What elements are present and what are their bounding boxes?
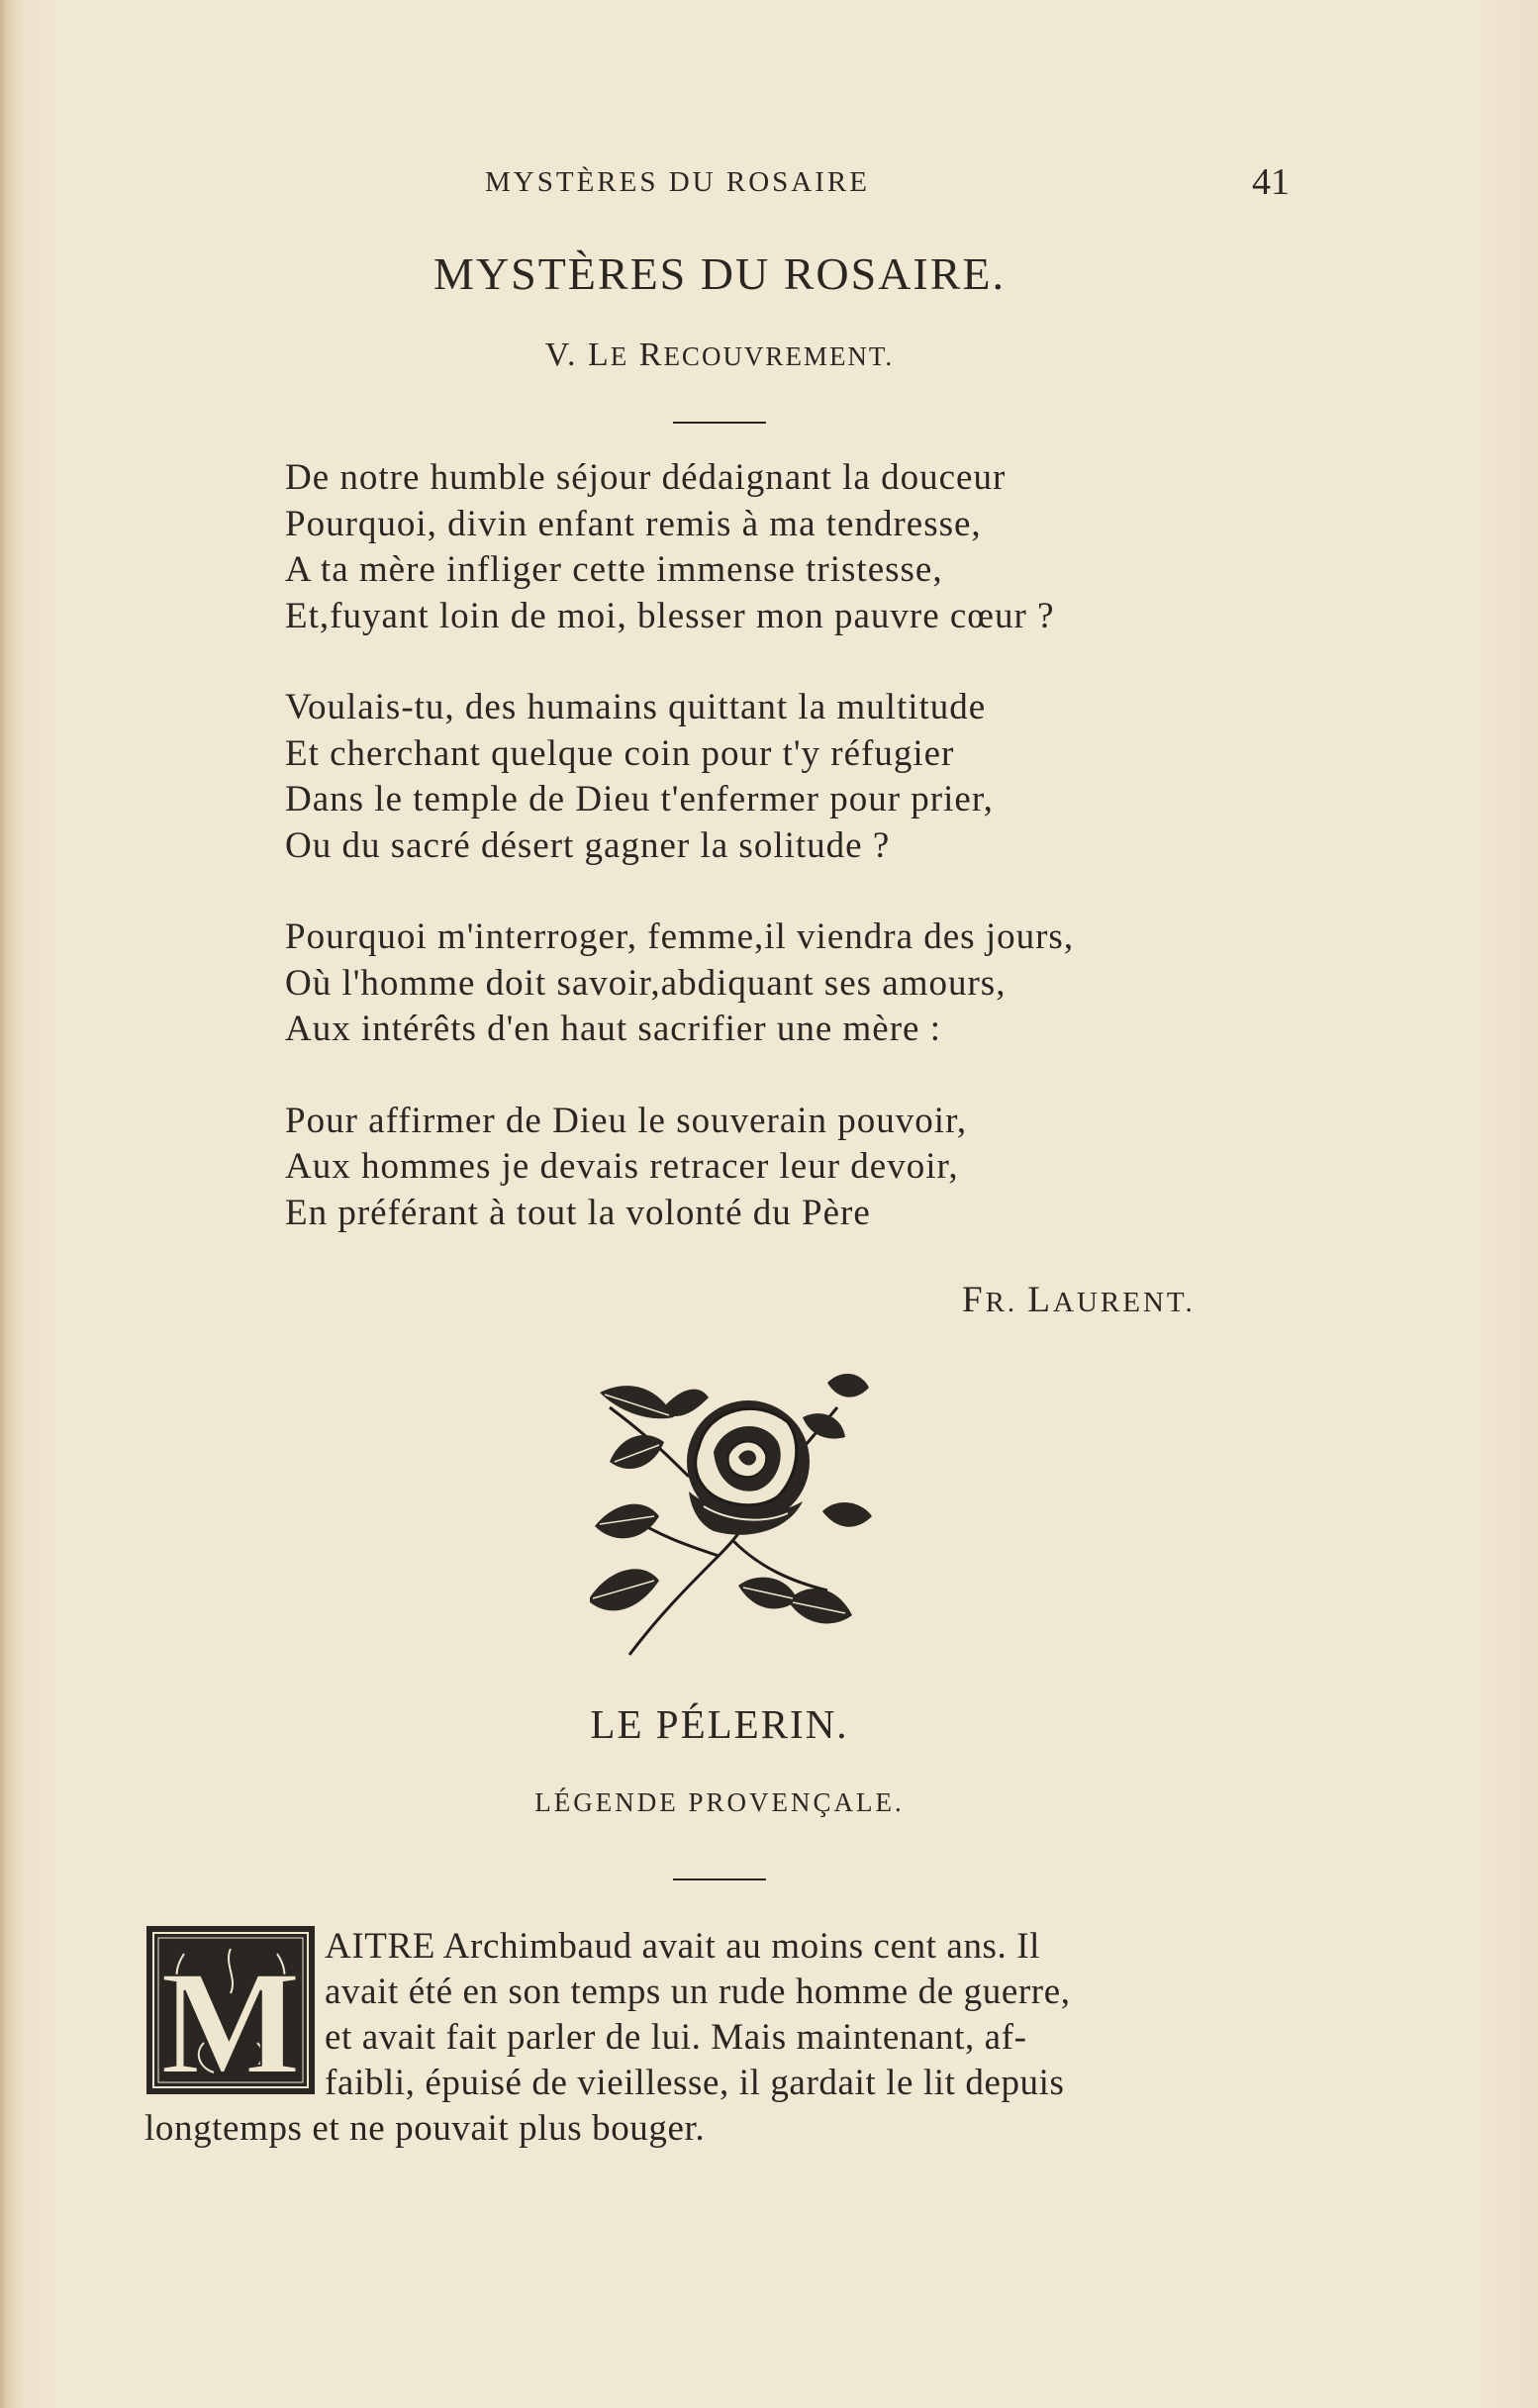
poem-line: Voulais-tu, des humains quittant la multitude bbox=[285, 687, 987, 727]
subtitle-number: V. bbox=[544, 337, 578, 373]
stanza bbox=[285, 915, 1324, 1053]
running-head bbox=[0, 160, 1538, 210]
poem-line: Ou du sacré désert gagner la solitude ? bbox=[285, 824, 891, 866]
section-rule bbox=[673, 422, 766, 424]
poem-line: Où l'homme doit savoir,abdiquant ses amours, bbox=[285, 962, 1007, 1004]
stanza bbox=[285, 685, 1324, 869]
poem-signature: FR. LAURENT. bbox=[962, 1280, 1196, 1320]
paragraph-line: avait été en son temps un rude homme de guerre, bbox=[325, 1972, 1071, 2012]
poem-line: Pourquoi m'interroger, femme,il viendra des jours, bbox=[285, 916, 1075, 957]
poem bbox=[285, 455, 1324, 1282]
rose-illustration bbox=[590, 1368, 877, 1657]
legend-paragraph bbox=[144, 1924, 1304, 2152]
subtitle-word-1: LE bbox=[587, 337, 629, 373]
stanza bbox=[285, 455, 1324, 639]
stanza bbox=[285, 1099, 1324, 1237]
legend-title: LE PÉLERIN. bbox=[590, 1701, 849, 1747]
poem-title: MYSTÈRES DU ROSAIRE. bbox=[433, 248, 1006, 299]
paragraph-line: et avait fait parler de lui. Mais maintenant, af- bbox=[325, 2017, 1027, 2058]
paragraph-line: longtemps et ne pouvait plus bouger. bbox=[144, 2108, 706, 2149]
svg-text:M: M bbox=[160, 1941, 301, 2096]
legend-subtitle: LÉGENDE PROVENÇALE. bbox=[534, 1787, 905, 1817]
page-number: 41 bbox=[1252, 161, 1290, 203]
poem-line: Aux intérêts d'en haut sacrifier une mère : bbox=[285, 1009, 942, 1049]
subtitle-word-2: RECOUVREMENT. bbox=[638, 337, 895, 373]
poem-line: Et,fuyant loin de moi, blesser mon pauvre cœur ? bbox=[285, 595, 1055, 636]
poem-line: En préférant à tout la volonté du Père bbox=[285, 1192, 871, 1233]
running-head-title: MYSTÈRES DU ROSAIRE bbox=[485, 166, 870, 198]
poem-line: Pourquoi, divin enfant remis à ma tendresse, bbox=[285, 503, 982, 544]
paragraph-line: faibli, épuisé de vieillesse, il gardait le lit depuis bbox=[325, 2063, 1065, 2103]
poem-line: Pour affirmer de Dieu le souverain pouvoir, bbox=[285, 1100, 968, 1141]
poem-line: A ta mère infliger cette immense tristesse, bbox=[285, 549, 943, 590]
poem-line: Aux hommes je devais retracer leur devoir, bbox=[285, 1146, 959, 1187]
paragraph-line: AITRE Archimbaud avait au moins cent ans. Il bbox=[325, 1926, 1041, 1967]
section-rule bbox=[673, 1878, 766, 1880]
poem-subtitle bbox=[0, 337, 1439, 374]
poem-line: De notre humble séjour dédaignant la douceur bbox=[285, 457, 1007, 498]
poem-line: Dans le temple de Dieu t'enfermer pour prier, bbox=[285, 779, 994, 819]
poem-line: Et cherchant quelque coin pour t'y réfugier bbox=[285, 732, 955, 774]
